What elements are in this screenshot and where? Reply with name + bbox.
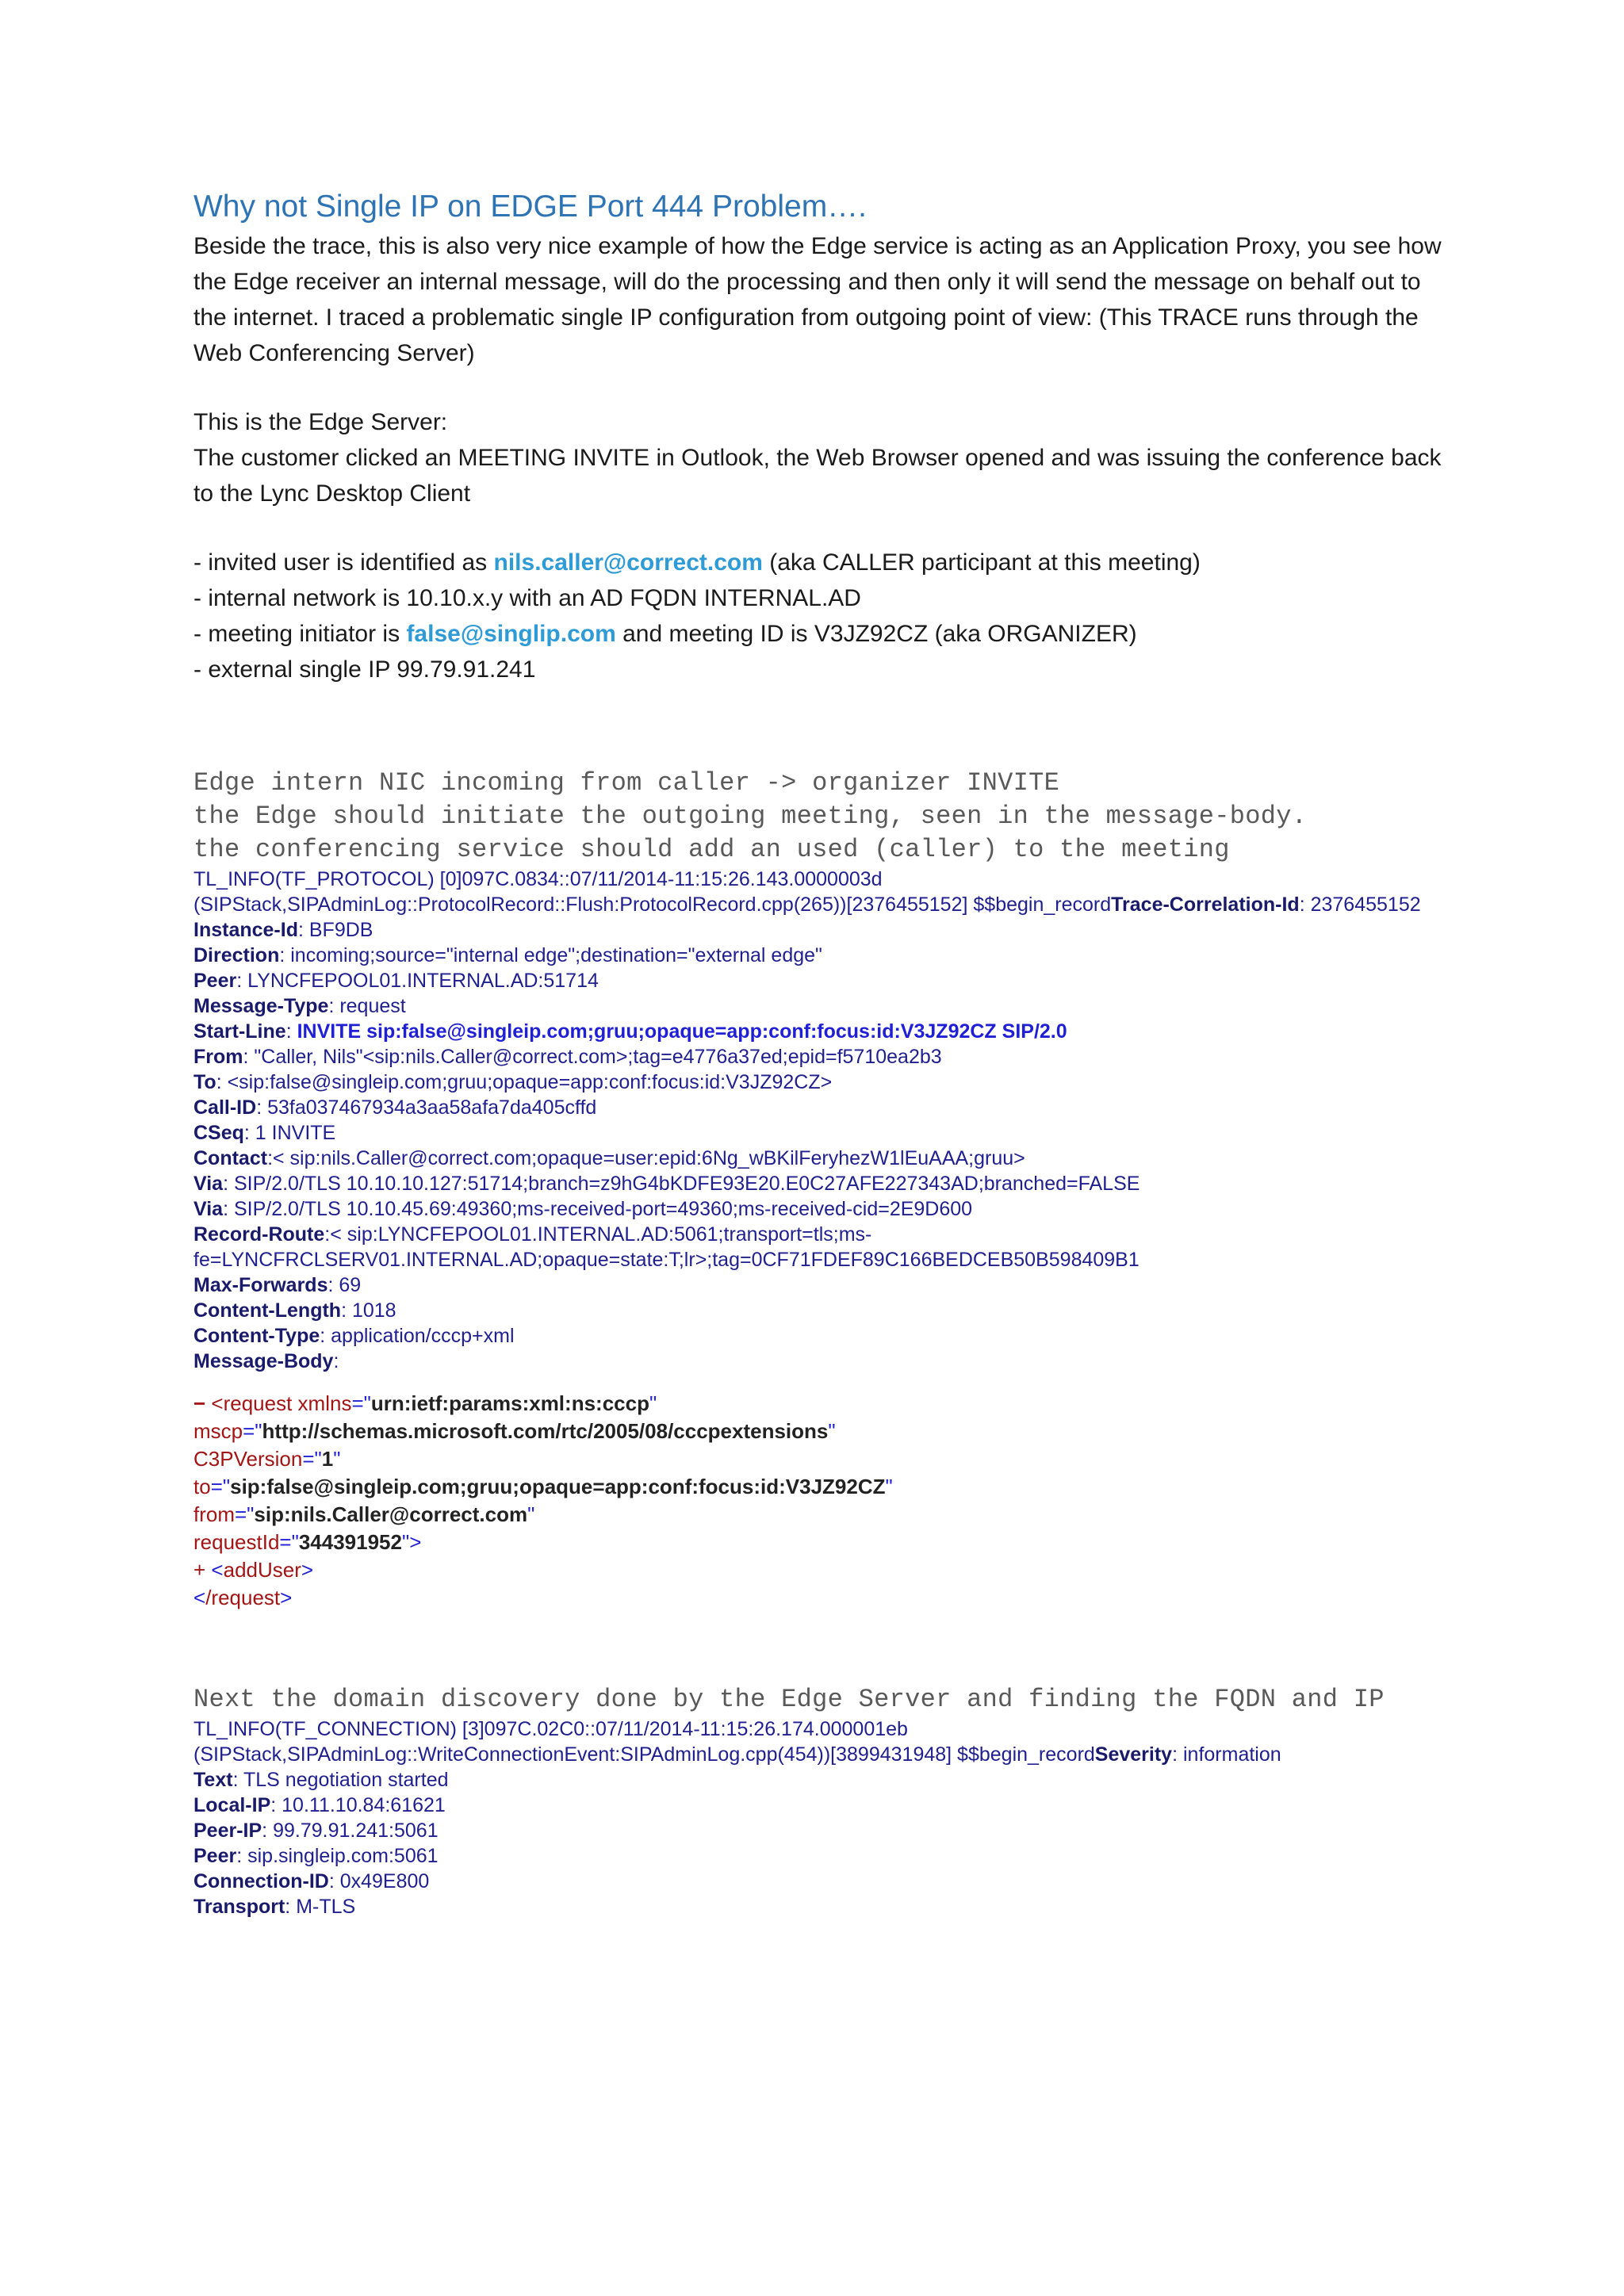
trace-field-key: Contact xyxy=(193,1147,268,1169)
bullet-text: - invited user is identified as xyxy=(193,549,494,576)
expand-toggle[interactable]: + xyxy=(193,1558,206,1582)
bullet-invited-user xyxy=(193,545,1446,580)
xml-attr-name: mscp xyxy=(193,1419,243,1443)
trace-info-line: TL_INFO(TF_CONNECTION) [3]097C.02C0::07/11/2014-11:15:26.174.000001eb xyxy=(193,1718,908,1740)
note-line: the conferencing service should add an used (caller) to the meeting xyxy=(193,835,1230,864)
trace-stack-text: (SIPStack,SIPAdminLog::WriteConnectionEvent:SIPAdminLog.cpp(454))[3899431948] $$begin_record xyxy=(193,1743,1095,1766)
trace-field-line xyxy=(193,1222,1446,1272)
bullet-meeting-initiator xyxy=(193,616,1446,652)
trace-field-key: Trace-Correlation-Id xyxy=(1111,894,1300,916)
trace-field-value: :< sip:nils.Caller@correct.com;opaque=user:epid:6Ng_wBKilFeryhezW1lEuAAA;gruu> xyxy=(267,1147,1025,1169)
trace-field-value: : M-TLS xyxy=(285,1896,356,1918)
xml-attr-name: C3PVersion xyxy=(193,1447,303,1471)
intro-paragraph: Beside the trace, this is also very nice example of how the Edge service is acting as an Application Proxy, you see how the Edge receiver an internal message, will do the processing and then only it will send the message on behalf out to the internet. I traced a problematic single IP configuration from outgoing point of view: (This TRACE runs through the Web Conferencing Server) xyxy=(193,233,1442,366)
trace-field-value: : xyxy=(333,1350,339,1372)
xml-attr-value: urn:ietf:params:xml:ns:cccp xyxy=(370,1391,649,1415)
trace-field-line xyxy=(193,993,1446,1019)
trace-field-line xyxy=(193,1894,1446,1919)
trace-field-key: Max-Forwards xyxy=(193,1274,328,1296)
trace-stack-line xyxy=(193,1742,1446,1767)
trace-field-line xyxy=(193,1298,1446,1323)
bullet-text: - meeting initiator is xyxy=(193,621,407,647)
trace-field-line xyxy=(193,1818,1446,1843)
xml-line: from="sip:nils.Caller@correct.com" xyxy=(193,1502,535,1526)
trace-field-value: : request xyxy=(328,995,406,1017)
trace-field-line xyxy=(193,1171,1446,1196)
trace-field-value: : incoming;source="internal edge";destination="external edge" xyxy=(279,944,822,966)
bullet-text: and meeting ID is V3JZ92CZ (aka ORGANIZER) xyxy=(615,621,1137,647)
trace-field-key: Transport xyxy=(193,1896,285,1918)
document-body xyxy=(193,187,1446,1919)
trace-field-line xyxy=(193,1019,1446,1044)
caller-email-link[interactable]: nils.caller@correct.com xyxy=(493,549,763,576)
trace-field-value: : 69 xyxy=(327,1274,362,1296)
bullet-text: (aka CALLER participant at this meeting) xyxy=(762,549,1201,576)
note-line: the Edge should initiate the outgoing meeting, seen in the message-body. xyxy=(193,802,1308,831)
trace-field-line xyxy=(193,1767,1446,1793)
trace-field-value: : 0x49E800 xyxy=(328,1870,430,1892)
organizer-email-link[interactable]: false@singlip.com xyxy=(406,621,616,647)
bullet-external-ip: - external single IP 99.79.91.241 xyxy=(193,656,536,683)
trace-block-2 xyxy=(193,1716,1446,1919)
trace-field-key: Local-IP xyxy=(193,1794,271,1816)
trace-stack-text: (SIPStack,SIPAdminLog::ProtocolRecord::Flush:ProtocolRecord.cpp(265))[2376455152] $$begin_record xyxy=(193,894,1112,916)
note-line: Edge intern NIC incoming from caller -> organizer INVITE xyxy=(193,768,1060,798)
xml-attr-value: sip:false@singleip.com;gruu;opaque=app:conf:focus:id:V3JZ92CZ xyxy=(230,1475,886,1498)
trace-start-line-value: INVITE sip:false@singleip.com;gruu;opaque=app:conf:focus:id:V3JZ92CZ SIP/2.0 xyxy=(297,1020,1067,1043)
customer-paragraph: The customer clicked an MEETING INVITE in Outlook, the Web Browser opened and was issuing the conference back to the Lync Desktop Client xyxy=(193,445,1442,507)
trace-field-key: Instance-Id xyxy=(193,919,298,941)
xml-line: requestId="344391952"> xyxy=(193,1530,422,1554)
trace-block-1 xyxy=(193,867,1446,1374)
trace-field-line xyxy=(193,1793,1446,1818)
trace-field-line xyxy=(193,1044,1446,1070)
xml-line: mscp="http://schemas.microsoft.com/rtc/2005/08/cccpextensions" xyxy=(193,1419,836,1443)
trace-field-line xyxy=(193,1323,1446,1349)
trace-field-value: : BF9DB xyxy=(297,919,373,941)
xml-line: to="sip:false@singleip.com;gruu;opaque=app:conf:focus:id:V3JZ92CZ" xyxy=(193,1475,893,1498)
trace-field-key: Content-Type xyxy=(193,1325,320,1347)
trace-field-line xyxy=(193,1120,1446,1146)
trace-fields xyxy=(193,917,1446,1374)
trace-field-value: : 53fa037467934a3aa58afa7da405cffd xyxy=(256,1096,597,1119)
trace-field-value: : information xyxy=(1172,1743,1281,1766)
spacer xyxy=(193,371,1446,404)
xml-line: + <addUser> xyxy=(193,1558,314,1582)
trace-note-1 xyxy=(193,767,1446,867)
xml-attr-value: sip:nils.Caller@correct.com xyxy=(254,1502,528,1526)
trace-field-line xyxy=(193,968,1446,993)
trace-field-key: Record-Route xyxy=(193,1223,325,1246)
trace-field-value: : sip.singleip.com:5061 xyxy=(236,1845,439,1867)
trace-field-line xyxy=(193,1146,1446,1171)
trace-info-line: TL_INFO(TF_PROTOCOL) [0]097C.0834::07/11/2014-11:15:26.143.0000003d xyxy=(193,868,883,890)
note-line: Next the domain discovery done by the Edge Server and finding the FQDN and IP xyxy=(193,1685,1385,1714)
trace-field-value: :< sip:LYNCFEPOOL01.INTERNAL.AD:5061;transport=tls;ms-fe=LYNCFRCLSERV01.INTERNAL.AD;opaque=state:T;lr>;tag=0CF71FDEF89C166BEDCEB50B598409B1 xyxy=(193,1223,1139,1271)
trace-field-value: : 10.11.10.84:61621 xyxy=(270,1794,446,1816)
trace-field-key: Message-Type xyxy=(193,995,329,1017)
xml-attr-value: http://schemas.microsoft.com/rtc/2005/08/cccpextensions xyxy=(262,1419,829,1443)
trace-field-key: CSeq xyxy=(193,1122,244,1144)
trace-field-line xyxy=(193,943,1446,968)
trace-field-value: : SIP/2.0/TLS 10.10.45.69:49360;ms-received-port=49360;ms-received-cid=2E9D600 xyxy=(223,1198,973,1220)
spacer xyxy=(193,1374,1446,1390)
trace-field-line xyxy=(193,1869,1446,1894)
trace-field-key: Call-ID xyxy=(193,1096,257,1119)
xml-line: C3PVersion="1" xyxy=(193,1447,341,1471)
xml-line: </request> xyxy=(193,1586,293,1609)
xml-attr-name: to xyxy=(193,1475,211,1498)
trace-field-key: Severity xyxy=(1094,1743,1173,1766)
trace-field-line xyxy=(193,1196,1446,1222)
spacer xyxy=(193,687,1446,767)
xml-message-body xyxy=(193,1390,1446,1612)
trace-field-key: Via xyxy=(193,1198,224,1220)
xml-attr-name: requestId xyxy=(193,1530,280,1554)
trace-note-2 xyxy=(193,1683,1446,1716)
trace-field-line xyxy=(193,1095,1446,1120)
trace-field-line xyxy=(193,917,1446,943)
xml-open-tag: <request xyxy=(205,1391,293,1415)
trace-field-key: Message-Body xyxy=(193,1350,334,1372)
trace-field-key: To xyxy=(193,1071,216,1093)
trace-field-value: : 1 INVITE xyxy=(243,1122,336,1144)
trace-field-value: : <sip:false@singleip.com;gruu;opaque=app:conf:focus:id:V3JZ92CZ> xyxy=(216,1071,833,1093)
trace-field-line xyxy=(193,1349,1446,1374)
xml-attr-name: from xyxy=(193,1502,235,1526)
trace-field-value: : LYNCFEPOOL01.INTERNAL.AD:51714 xyxy=(236,970,599,992)
trace-field-value: : SIP/2.0/TLS 10.10.10.127:51714;branch=z9hG4bKDFE93E20.E0C27AFE227343AD;branched=FALSE xyxy=(223,1173,1140,1195)
xml-attr-name: xmlns xyxy=(292,1391,352,1415)
xml-attr-value: 344391952 xyxy=(298,1530,402,1554)
edge-server-label: This is the Edge Server: xyxy=(193,409,448,435)
trace-field-key: Peer xyxy=(193,970,237,992)
trace-field-key: Content-Length xyxy=(193,1299,342,1322)
trace-field-value: : 1018 xyxy=(341,1299,396,1322)
trace-field-key: Peer xyxy=(193,1845,237,1867)
page-heading: Why not Single IP on EDGE Port 444 Problem…. xyxy=(193,189,868,224)
trace-stack-line xyxy=(193,892,1446,917)
spacer xyxy=(193,511,1446,545)
spacer xyxy=(193,1612,1446,1683)
collapse-toggle[interactable]: − xyxy=(193,1391,206,1415)
bullet-internal-network: - internal network is 10.10.x.y with an AD FQDN INTERNAL.AD xyxy=(193,585,861,611)
trace-field-key: Start-Line xyxy=(193,1020,286,1043)
trace-field-value: : TLS negotiation started xyxy=(232,1769,449,1791)
trace-field-value: : "Caller, Nils"<sip:nils.Caller@correct.com>;tag=e4776a37ed;epid=f5710ea2b3 xyxy=(243,1046,942,1068)
trace-field-line xyxy=(193,1070,1446,1095)
trace-field-key: Connection-ID xyxy=(193,1870,329,1892)
trace-field-key: Text xyxy=(193,1769,233,1791)
xml-line: − <request xmlns="urn:ietf:params:xml:ns:cccp" xyxy=(193,1391,657,1415)
trace-field-value: : application/cccp+xml xyxy=(320,1325,515,1347)
trace-field-line xyxy=(193,1843,1446,1869)
xml-close-tag: /request xyxy=(205,1586,281,1609)
xml-child-tag: addUser xyxy=(223,1558,301,1582)
trace-field-key: Via xyxy=(193,1173,224,1195)
trace-field-value: : 99.79.91.241:5061 xyxy=(262,1820,439,1842)
trace-field-line xyxy=(193,1272,1446,1298)
trace-field-key: Peer-IP xyxy=(193,1820,262,1842)
trace-fields xyxy=(193,1767,1446,1919)
xml-attr-value: 1 xyxy=(321,1447,334,1471)
trace-field-value: : xyxy=(285,1020,297,1043)
trace-field-value: : 2376455152 xyxy=(1299,894,1421,916)
trace-field-key: Direction xyxy=(193,944,280,966)
trace-field-key: From xyxy=(193,1046,243,1068)
